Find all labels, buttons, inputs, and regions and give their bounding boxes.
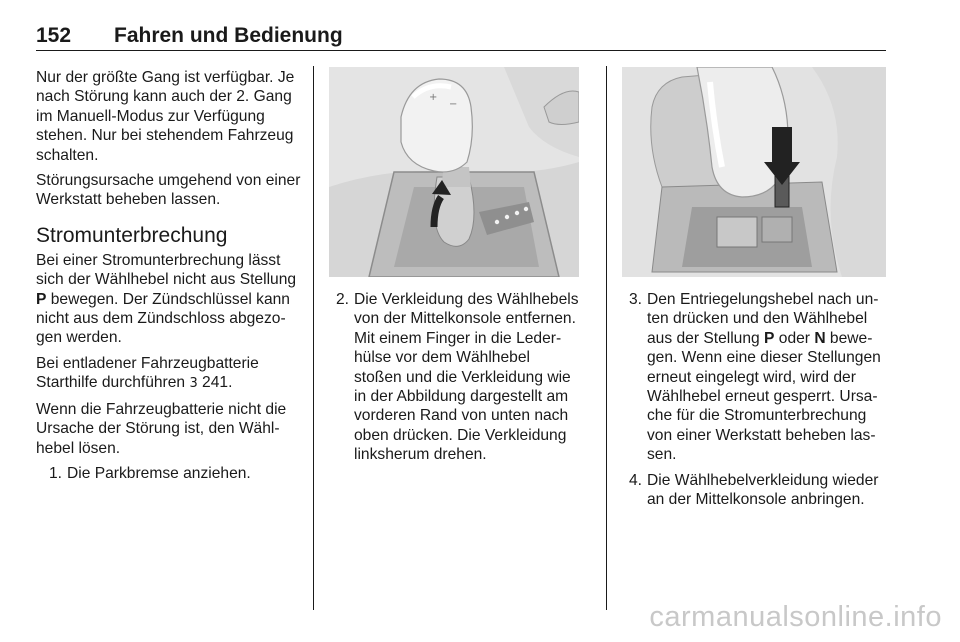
step-text: Die Verkleidung des Wählhebels von der Mittelkonsole entfernen. Mit einem Finger in die Lederhülse vor dem Wählhebel stoßen und die Verkleidung wie in der Abbildung dargestellt am vorderen Rand von unten nach oben drücken. Die Verkleidung linksherum drehen. (354, 291, 579, 464)
list-item-step-2 (329, 290, 579, 465)
column-3 (622, 290, 886, 515)
list-item-step-1 (36, 464, 302, 483)
figure-minus-label: − (449, 99, 458, 110)
list-item-step-4 (622, 471, 886, 510)
watermark: carmanualsonline.info (649, 601, 942, 633)
page-number: 152 (36, 24, 72, 47)
step-number: 1. (48, 464, 62, 482)
step-text: Die Wählhebelverkleidung wieder an der Mittelkonsole anbringen. (647, 471, 879, 509)
header-divider (36, 50, 886, 51)
page-title: Fahren und Bedienung (114, 24, 343, 47)
page-header (36, 24, 886, 50)
column-divider-2 (606, 66, 607, 610)
position-p-label: P (36, 290, 47, 308)
column-2 (329, 290, 579, 471)
step-number: 3. (628, 291, 642, 308)
position-n-label: N (814, 329, 826, 347)
step-number: 4. (628, 471, 642, 489)
step-text: Die Parkbremse anziehen. (67, 464, 251, 482)
column-1 (36, 68, 302, 489)
figure-release-lever (622, 67, 886, 277)
page-reference-icon: 3 (189, 376, 198, 392)
position-p-label: P (764, 329, 775, 347)
paragraph-gear-info: Nur der größte Gang ist verfügbar. Je nach Störung kann auch der 2. Gang im Manuell-Modus zur Verfügung stehen. Nur bei stehendem Fahrzeug schalten. (36, 69, 295, 164)
list-item-step-3 (622, 290, 886, 465)
section-heading: Stromunterbrechung (36, 223, 228, 247)
paragraph-battery: Bei entladener Fahrzeugbatterie Starthilfe durchführen 3 241. (36, 354, 259, 392)
figure-plus-label: + (429, 92, 438, 103)
paragraph-release-lever: Wenn die Fahrzeugbatterie nicht die Ursache der Störung ist, den Wählhebel lösen. (36, 400, 287, 457)
figure-selector-lever (329, 67, 579, 277)
column-divider-1 (313, 66, 314, 610)
step-number: 2. (335, 291, 349, 308)
step-text: Den Entriegelungshebel nach unten drücken und den Wählhebel aus der Stellung P oder N bewegen. Wenn eine dieser Stellungen erneut eingelegt wird, wird der Wählhebel erneut gesperrt. Ursache für die Stromunterbrechung von einer Werkstatt beheben lassen. (647, 291, 881, 464)
paragraph-workshop: Störungsursache umgehend von einer Werkstatt beheben lassen. (36, 172, 301, 209)
paragraph-power-interruption: Bei einer Stromunterbrechung lässt sich der Wählhebel nicht aus Stellung P bewegen. Der Zündschlüssel kann nicht aus dem Zündschloss abgezogen werden. (36, 251, 297, 347)
